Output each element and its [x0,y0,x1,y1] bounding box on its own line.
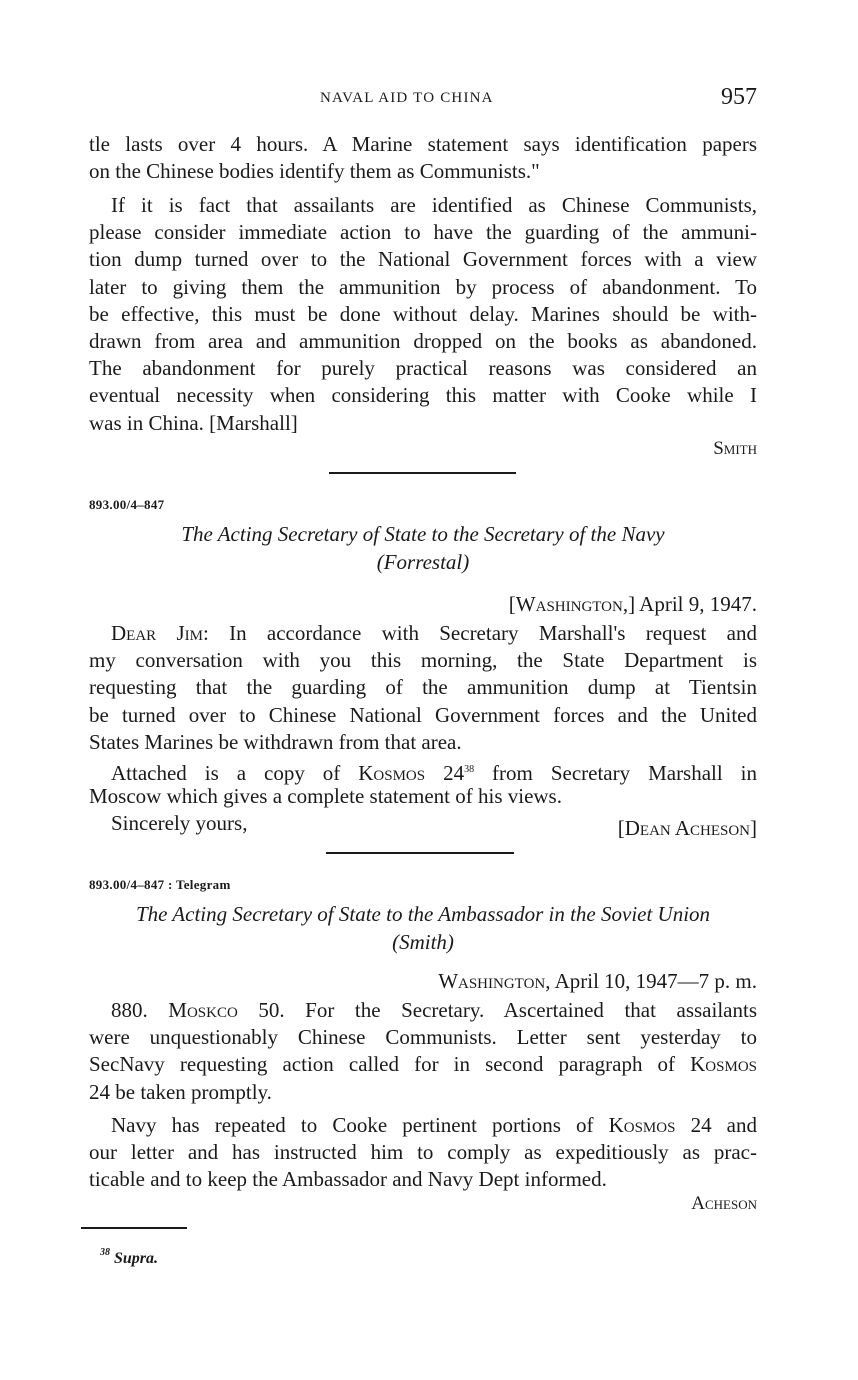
footnote-text: Supra. [114,1250,159,1267]
text-span: 24 and [690,1112,757,1137]
text-span: In accordance with Secretary Marshall's request and [229,621,757,645]
footnote [100,1247,158,1268]
text-line: on the Chinese bodies identify them as Communists." [89,159,540,184]
dateline-date: April 9, 1947. [639,592,757,616]
text-span: Navy has repeated to Cooke pertinent portions of [111,1112,594,1137]
text-line: eventual necessity when considering this matter with Cooke while I [89,383,757,408]
body-paragraph [89,192,757,437]
text-line: was in China. [Marshall] [89,410,298,435]
text-line [89,1051,757,1078]
heading-recipient: (Forrestal) [376,550,470,574]
text-line: tion dump turned over to the National Government forces with a view [89,247,757,272]
file-number: 893.00/4–847 : Telegram [89,877,231,892]
document-heading [89,520,757,576]
text-line: please consider immediate action to have the guarding of the ammuni- [89,220,757,245]
text-line [89,756,757,783]
dateline-place: Washington, [438,969,551,993]
text-line [89,997,757,1024]
footnote-marker: 38 [100,1247,110,1258]
document-heading [89,900,757,956]
text-line [89,620,757,647]
text-line: be turned over to Chinese National Government forces and the United [89,702,757,727]
signature-acheson: Acheson [691,1193,757,1214]
footnote-rule [81,1227,187,1229]
text-line: ticable and to keep the Ambassador and Navy Dept informed. [89,1167,607,1192]
moskco-code: Moskco [168,998,238,1022]
text-span: 24 [443,760,465,785]
text-line: my conversation with you this morning, the State Department is [89,648,757,673]
closing: Sincerely yours, [111,811,248,836]
dateline-date: April 10, 1947—7 p. m. [554,969,757,993]
signature-acheson-bracketed: [Dean Acheson] [617,816,757,840]
telegram-number: 880. [111,998,148,1022]
dateline [438,969,757,994]
footnote-ref: 38 [464,763,475,775]
text-line: our letter and has instructed him to comply as expeditiously as prac- [89,1139,757,1164]
section-divider [329,472,516,474]
page-number: 957 [721,84,757,110]
salutation: Dear Jim: [111,621,209,645]
text-line: were unquestionably Chinese Communists. Letter sent yesterday to [89,1025,757,1050]
kosmos-code: Kosmos [358,760,426,785]
text-span: Attached is a copy of [111,760,341,785]
letter-body [89,620,757,838]
dateline-place: [Washington,] [508,592,636,616]
text-line: 24 be taken promptly. [89,1079,272,1104]
text-line: States Marines be withdrawn from that area. [89,729,462,754]
text-line: If it is fact that assailants are identified as Chinese Communists, [111,193,757,217]
text-line: requesting that the guarding of the ammunition dump at Tientsin [89,675,757,700]
text-span: 50. For the Secretary. Ascertained that assailants [258,998,757,1022]
text-line: Moscow which gives a complete statement of his views. [89,784,562,809]
text-line: be effective, this must be done without delay. Marines should be with- [89,301,757,326]
kosmos-code: Kosmos [690,1052,757,1077]
text-span: SecNavy requesting action called for in second paragraph of [89,1052,676,1077]
telegram-body [89,997,757,1193]
section-divider [326,852,514,854]
text-line: drawn from area and ammunition dropped on the books as abandoned. [89,328,757,353]
text-line: tle lasts over 4 hours. A Marine statement says identification papers [89,132,757,156]
continuation-paragraph [89,131,757,185]
text-line [89,1112,757,1139]
heading-line: The Acting Secretary of State to the Secretary of the Navy [181,522,665,546]
signature-smith: Smith [713,438,757,459]
kosmos-code: Kosmos [608,1112,676,1137]
text-line: later to giving them the ammunition by process of abandonment. To [89,274,757,299]
dateline [509,592,757,617]
heading-recipient: (Smith) [392,930,454,954]
running-header-title: NAVAL AID TO CHINA [320,90,494,106]
heading-line: The Acting Secretary of State to the Ambassador in the Soviet Union [135,902,711,926]
text-span: from Secretary Marshall in [492,760,758,785]
file-number: 893.00/4–847 [89,497,165,512]
text-line: The abandonment for purely practical reasons was considered an [89,356,757,381]
